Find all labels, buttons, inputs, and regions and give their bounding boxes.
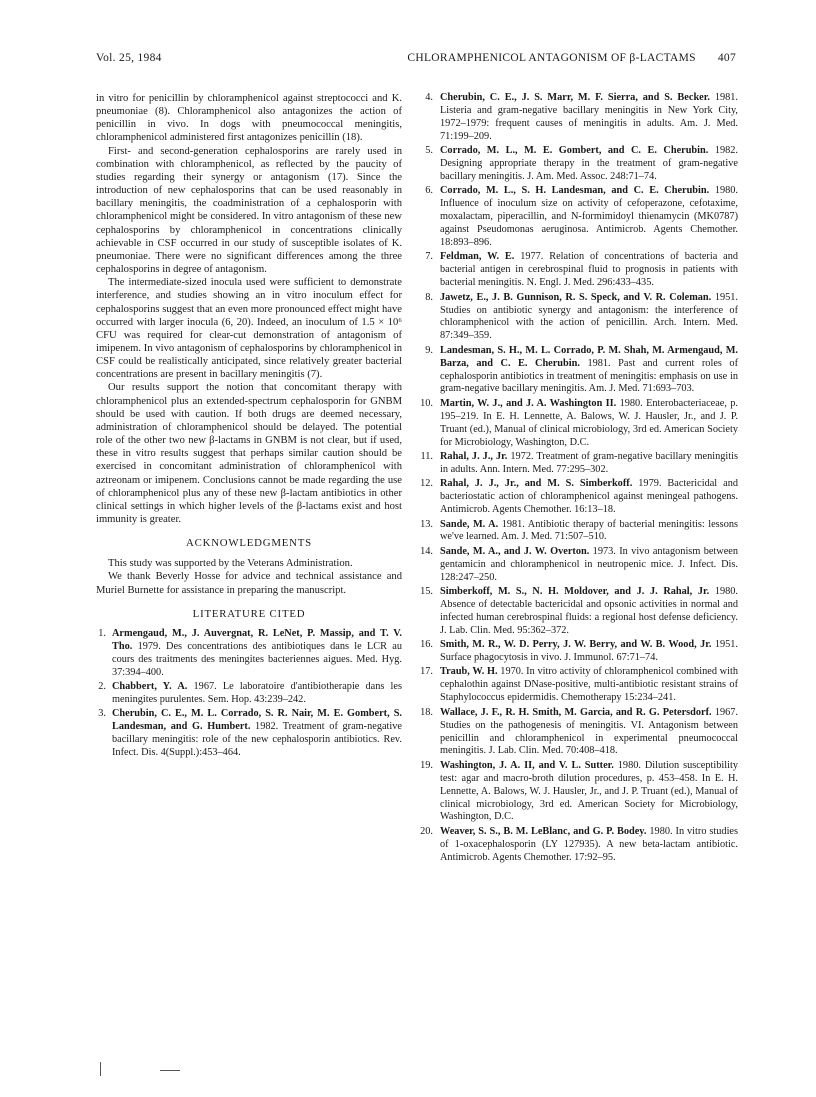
body-paragraph: in vitro for penicillin by chloramphenicol against streptococci and K. pneumoniae (8). Chloramphenicol also antagonizes the action of penicillin in vivo. In dogs with pneumococcal meningitis, chloramphenicol administered first antagonizes penicillin (18).: [96, 93, 402, 144]
reference-item: 8. Jawetz, E., J. B. Gunnison, R. S. Speck, and V. R. Coleman. 1951. Studies on antibiotic synergy and antagonism: the interference of chloramphenicol with the action of penicillin. Arch. Intern. Med. 87:349–359.: [425, 291, 738, 342]
literature-cited-heading: LITERATURE CITED: [192, 607, 306, 620]
scan-mark: [160, 1070, 180, 1071]
page-number: 407: [717, 52, 736, 64]
running-title-group: [407, 52, 736, 64]
body-paragraph: The intermediate-sized inocula used were sufficient to demonstrate interference, and studies showing an in vitro inoculum effect for cephalosporins suggest that an even more pronounced effect might have occurred with larger inocula (6, 20). Indeed, an inoculum of 1.5 × 10⁶ CFU was required for clear-cut demonstration of antagonism of imipenem. In vivo antagonism of cephalosporins by chloramphenicol in CSF could be realistically anticipated, since relatively greater bacterial concentrations are present in bacillary meningitis (7).: [96, 277, 402, 381]
volume-label: Vol. 25, 1984: [96, 52, 162, 64]
reference-item: 6. Corrado, M. L., S. H. Landesman, and C. E. Cherubin. 1980. Influence of inoculum size on activity of cefoperazone, cefotaxime, moxalactam, piperacillin, and N-formimidoyl thienamycin (MK0787) against Pseudomonas aeruginosa. Antimicrob. Agents Chemother. 18:893–896.: [425, 185, 738, 248]
reference-item: 1. Armengaud, M., J. Auvergnat, R. LeNet, P. Massip, and T. V. Tho. 1979. Des concentrations des antibiotiques dans le LCR au cours des traitments des meningites bacteriennes aigues. Med. Hyg. 37:394–400.: [98, 627, 402, 678]
body-paragraph: Our results support the notion that concomitant therapy with chloramphenicol plus an extended-spectrum cephalosporin for GNBM should be used with caution. If both drugs are deemed necessary, administration of chloramphenicol should be delayed. The potential role of the other two new β-lactams in GNBM is not clear, but if used, these in vitro results suggest that perhaps similar caution should be exercised in concomitant administration of chloramphenicol with aztreonam or imipenem. Conclusions cannot be made regarding the use of chloramphenicol plus any of these new β-lactam antibiotics in other clinical settings in which higher levels of the β-lactams exist and host immunity is greater.: [96, 382, 402, 525]
acknowledgment-paragraph: This study was supported by the Veterans Administration.: [108, 558, 353, 570]
reference-item: 12. Rahal, J. J., Jr., and M. S. Simberkoff. 1979. Bactericidal and bacteriostatic action of chloramphenicol against meningeal pathogens. Antimicrob. Agents Chemother. 16:13–18.: [420, 478, 739, 516]
running-title: CHLORAMPHENICOL ANTAGONISM OF β-LACTAMS: [407, 52, 696, 64]
reference-item: 16. Smith, M. R., W. D. Perry, J. W. Berry, and W. B. Wood, Jr. 1951. Surface phagocytosis in vivo. J. Immunol. 67:71–74.: [420, 639, 738, 664]
scan-marks: [100, 1062, 200, 1078]
reference-item: 15. Simberkoff, M. S., N. H. Moldover, and J. J. Rahal, Jr. 1980. Absence of detectable bactericidal and opsonic activities in normal and infected human cerebrospinal fluids: a regional host defense deficiency. J. Lab. Clin. Med. 95:362–372.: [420, 586, 738, 636]
reference-item: 2. Chabbert, Y. A. 1967. Le laboratoire d'antibiotherapie dans les meningites purulentes. Sem. Hop. 43:239–242.: [98, 681, 402, 705]
reference-item: 7. Feldman, W. E. 1977. Relation of concentrations of bacteria and bacterial antigen in cerebrospinal fluid to prognosis in patients with bacterial meningitis. N. Engl. J. Med. 296:433–435.: [425, 251, 738, 289]
reference-item: 11. Rahal, J. J., Jr. 1972. Treatment of gram-negative bacillary meningitis in adults. Ann. Intern. Med. 77:295–302.: [420, 450, 738, 475]
reference-item: 4. Cherubin, C. E., J. S. Marr, M. F. Sierra, and S. Becker. 1981. Listeria and gram-negative bacillary meningitis in New York City, 1972–1979: frequent causes of meningitis in adults. Am. J. Med. 71:199–209.: [425, 92, 739, 142]
running-header: [96, 52, 736, 70]
reference-list-right: [420, 92, 738, 865]
reference-item: 19. Washington, J. A. II, and V. L. Sutter. 1980. Dilution susceptibility test: agar and macro-broth dilution procedures, p. 453–458. In E. H. Lennette, A. Balows, W. J. Hausler, Jr., and J. P. Truant (ed.), Manual of clinical microbiology, 3rd ed. American Society for Microbiology, Washington, D.C.: [420, 759, 738, 823]
reference-item: 5. Corrado, M. L., M. E. Gombert, and C. E. Cherubin. 1982. Designing appropriate therapy in the treatment of gram-negative bacillary meningitis. J. Am. Med. Assoc. 248:71–74.: [425, 145, 738, 182]
reference-item: 17. Traub, W. H. 1970. In vitro activity of chloramphenicol combined with cephalothin against DNase-positive, multi-antibiotic resistant strains of Staphylococcus epidermidis. Chemotherapy 15:234–241.: [420, 666, 738, 704]
left-column: [96, 92, 402, 762]
body-paragraph: First- and second-generation cephalosporins are rarely used in combination with chloramphenicol, as reflected by the paucity of studies regarding their synergy or antagonism (17). Since the introduction of new cephalosporins that can be used reasonably in bacillary meningitis, the coadministration of a cephalosporin with chloramphenicol might be considered. In vitro antagonism of these new cephalosporins by chloramphenicol in concentrations clinically achievable in CSF occurred in our study of susceptible isolates of K. pneumoniae. There were no significant differences among the three cephalosporins in degree of antagonism.: [96, 145, 402, 276]
reference-item: 10. Martin, W. J., and J. A. Washington II. 1980. Enterobacteriaceae, p. 195–219. In E. H. Lennette, A. Balows, W. J. Hausler, Jr., and J. P. Truant (ed.), Manual of clinical microbiology, 3rd ed. American Society for Microbiology, Washington, D.C.: [420, 397, 739, 448]
right-column: [420, 92, 738, 866]
reference-item: 18. Wallace, J. F., R. H. Smith, M. Garcia, and R. G. Petersdorf. 1967. Studies on the pathogenesis of meningitis. VI. Antagonism between penicillin and chloramphenicol in experimental pneumococcal meningitis. J. Lab. Clin. Med. 70:408–418.: [420, 706, 738, 757]
acknowledgments-heading: ACKNOWLEDGMENTS: [186, 537, 312, 550]
reference-list-left: [96, 628, 402, 760]
reference-item: 14. Sande, M. A., and J. W. Overton. 1973. In vivo antagonism between gentamicin and chloramphenicol in neutropenic mice. J. Infect. Dis. 128:247–250.: [420, 545, 739, 583]
reference-item: 13. Sande, M. A. 1981. Antibiotic therapy of bacterial meningitis: lessons we've learned. Am. J. Med. 71:507–510.: [420, 518, 738, 543]
reference-item: 3. Cherubin, C. E., M. L. Corrado, S. R. Nair, M. E. Gombert, S. Landesman, and G. Humbert. 1982. Treatment of gram-negative bacillary meningitis: role of the new cephalosporin antibiotics. Rev. Infect. Dis. 4(Suppl.):453–464.: [98, 708, 402, 759]
scan-mark: [100, 1062, 101, 1076]
acknowledgment-paragraph: We thank Beverly Hosse for advice and technical assistance and Muriel Burnette for assistance in preparing the manuscript.: [96, 571, 402, 596]
reference-item: 9. Landesman, S. H., M. L. Corrado, P. M. Shah, M. Armengaud, M. Barza, and C. E. Cherubin. 1981. Past and current roles of cephalosporin antibiotics in treatment of meningitis: emphasis on use in gram-negative bacillary meningitis. Am. J. Med. 71:693–703.: [425, 344, 738, 395]
reference-item: 20. Weaver, S. S., B. M. LeBlanc, and G. P. Bodey. 1980. In vitro studies of 1-oxacephalosporin (LY 127935). A new beta-lactam antibiotic. Antimicrob. Agents Chemother. 17:92–95.: [420, 825, 739, 863]
